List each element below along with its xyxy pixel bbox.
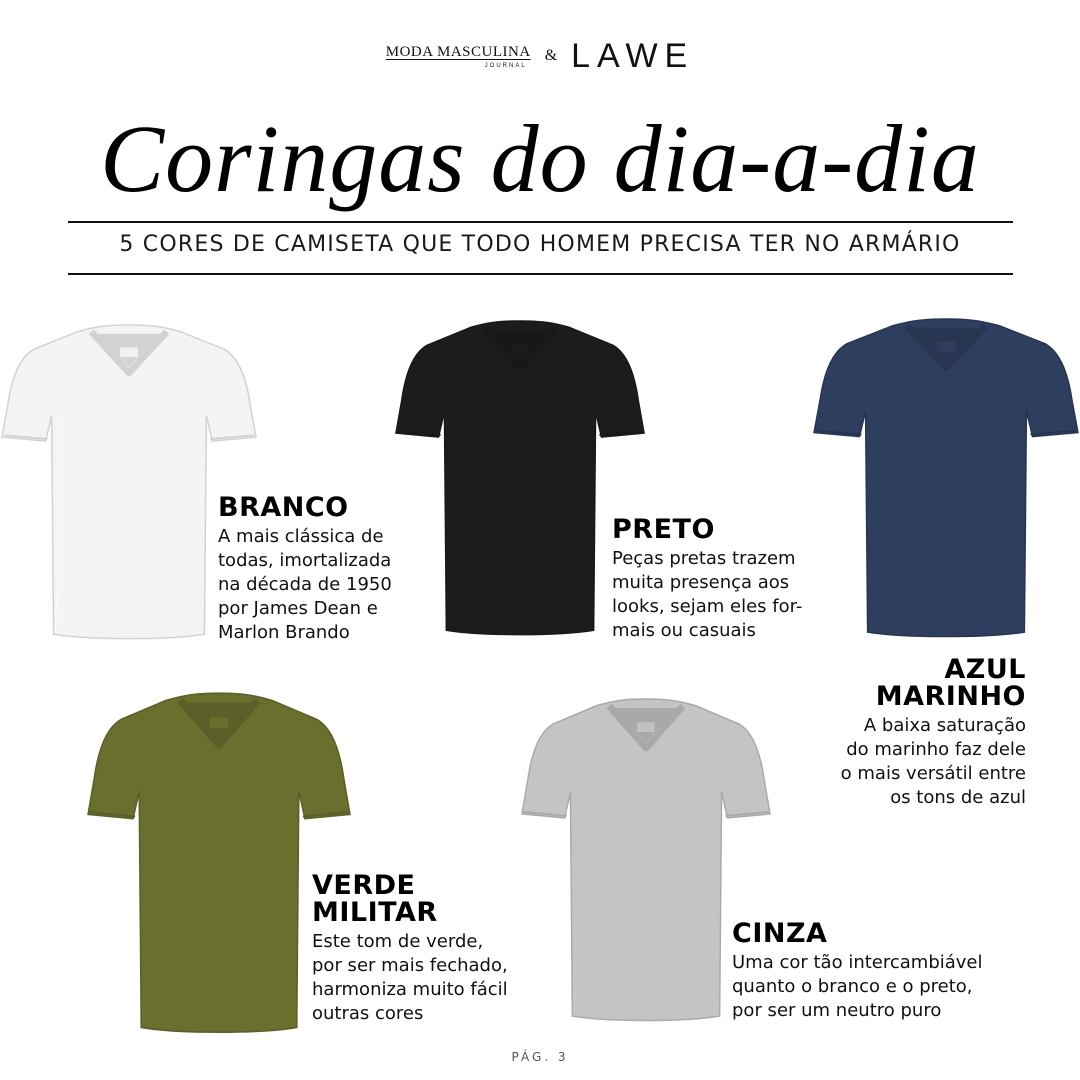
ampersand: &	[544, 47, 558, 64]
color-name-line: MARINHO	[875, 681, 1026, 712]
description-line: harmoniza muito fácil	[312, 979, 508, 1000]
caption-preto	[612, 516, 802, 643]
description-cinza	[732, 951, 983, 1023]
description-line: por ser um neutro puro	[732, 1000, 942, 1021]
page-number: PÁG. 3	[511, 1050, 569, 1064]
description-line: muita presença aos	[612, 572, 790, 593]
description-line: o mais versátil entre	[840, 763, 1026, 784]
header-logos	[0, 34, 1080, 78]
description-line: looks, sejam eles for-	[612, 596, 803, 617]
page-title: Coringas do dia-a-dia	[100, 105, 980, 212]
description-line: A mais clássica de	[218, 526, 384, 547]
description-line: por ser mais fechado,	[312, 955, 508, 976]
color-name-branco: BRANCO	[218, 492, 349, 523]
description-line: por James Dean e	[218, 598, 378, 619]
caption-verde-militar	[312, 872, 508, 1026]
color-name-verde-militar	[312, 872, 508, 926]
color-name-azul-marinho	[841, 656, 1026, 710]
color-name-line: VERDE	[312, 870, 416, 901]
description-line: mais ou casuais	[612, 620, 756, 641]
caption-azul-marinho	[841, 656, 1026, 810]
description-line: do marinho faz dele	[846, 739, 1026, 760]
description-line: Este tom de verde,	[312, 931, 484, 952]
moda-masculina-logo	[386, 44, 531, 69]
tshirt-image-preto	[394, 318, 646, 640]
description-verde-militar	[312, 930, 508, 1026]
description-branco	[218, 525, 392, 645]
color-name-cinza: CINZA	[732, 918, 828, 949]
color-name-line: MILITAR	[312, 897, 438, 928]
description-line: na década de 1950	[218, 574, 392, 595]
description-line: outras cores	[312, 1003, 424, 1024]
title-divider-bottom	[68, 273, 1013, 275]
tshirt-image-azul-marinho	[812, 316, 1080, 642]
description-line: Peças pretas trazem	[612, 548, 796, 569]
description-azul-marinho	[841, 714, 1026, 810]
tshirt-shape	[812, 316, 1080, 642]
moda-masculina-text: MODA MASCULINA	[385, 43, 531, 60]
caption-branco	[218, 494, 392, 645]
description-line: todas, imortalizada	[218, 550, 392, 571]
color-name-line: AZUL	[944, 654, 1026, 685]
description-line: A baixa saturação	[863, 715, 1026, 736]
caption-cinza	[732, 920, 983, 1023]
journal-text: JOURNAL	[484, 62, 527, 69]
description-line: quanto o branco e o preto,	[732, 976, 973, 997]
lawe-logo: LAWE	[571, 36, 695, 75]
title-divider-top	[68, 221, 1013, 223]
description-line: Uma cor tão intercambiável	[732, 952, 983, 973]
color-name-preto: PRETO	[612, 514, 715, 545]
description-preto	[612, 547, 802, 643]
page-subtitle: 5 CORES DE CAMISETA QUE TODO HOMEM PRECISA TER NO ARMÁRIO	[119, 232, 961, 257]
tshirt-shape	[394, 318, 646, 640]
description-line: Marlon Brando	[218, 622, 350, 643]
description-line: os tons de azul	[890, 787, 1026, 808]
